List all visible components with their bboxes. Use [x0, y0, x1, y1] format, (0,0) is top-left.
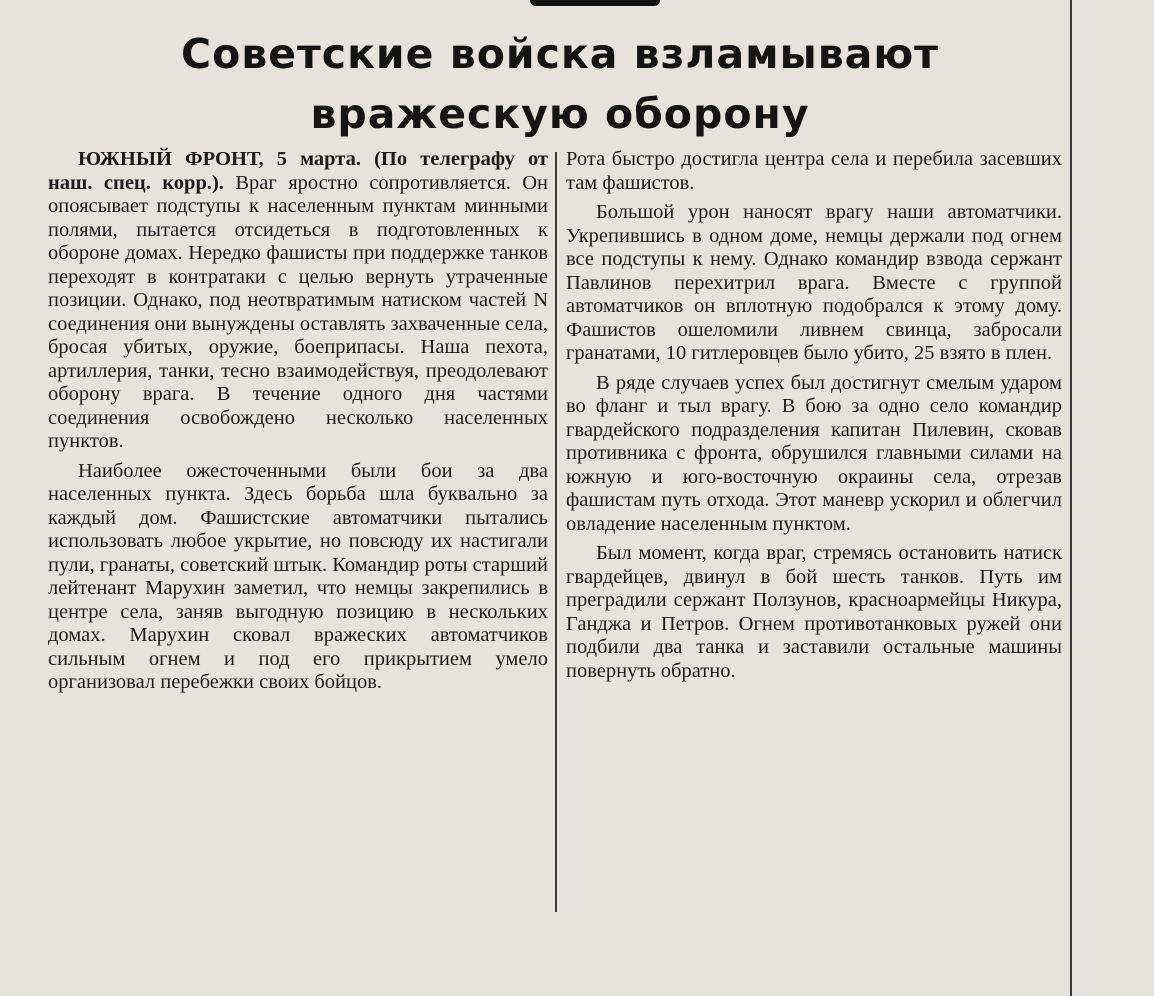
article-paragraph: Большой урон наносят врагу наши автоматчики. Укрепившись в одном доме, немцы держали под огнем все подступы к нему. Однако командир взвода сержант Павлинов перехитрил врага. Вместе с группой автоматчиков он вплотную подобрался к этому дому. Фашистов ошеломили ливнем свинца, забросали гранатами, 10 гитлеровцев было убито, 25 взято в плен. — [566, 201, 1062, 364]
article-paragraph — [48, 148, 548, 454]
dateline: ЮЖНЫЙ ФРОНТ, 5 марта. (По телеграфу от наш. спец. корр.). — [48, 148, 548, 194]
headline-line-1: Советские войска взламывают — [181, 30, 939, 78]
top-decoration-bar — [530, 0, 660, 6]
headline-line-2: вражескую оборону — [310, 90, 810, 138]
article-paragraph: Рота быстро достигла центра села и перебила засевших там фашистов. — [566, 148, 1062, 194]
article-column-1 — [48, 148, 548, 695]
article-column-2 — [566, 148, 1062, 683]
column-divider-right — [1070, 0, 1072, 996]
paragraph-text: Враг яростно сопротивляется. Он опоясывает подступы к населенным пунктам минными полями, пытается отсидеться в подготовленных к обороне домах. Нередко фашисты при поддержке танков переходят в контратаки с целью вернуть утраченные позиции. Однако, под неотвратимым натиском частей N соединения они вынуждены оставлять захваченные села, бросая убитых, оружие, боеприпасы. Наша пехота, артиллерия, танки, тесно взаимодействуя, преодолевают оборону врага. В течение одного дня частями соединения освобождено несколько населенных пунктов. — [48, 171, 549, 452]
article-paragraph: Был момент, когда враг, стремясь остановить натиск гвардейцев, двинул в бой шесть танков. Путь им преградили сержант Ползунов, красноармейцы Никура, Ганджа и Петров. Огнем противотанковых ружей они подбили два танка и заставили остальные машины повернуть обратно. — [566, 542, 1062, 682]
column-divider — [555, 152, 557, 912]
article-paragraph: В ряде случаев успех был достигнут смелым ударом во фланг и тыл врагу. В бою за одно село командир гвардейского подразделения капитан Пилевин, сковав противника с фронта, обрушился главными силами на южную и юго-восточную окраины села, отрезав фашистам путь отхода. Этот маневр ускорил и облегчил овладение населенным пунктом. — [566, 371, 1062, 535]
article-paragraph: Наиболее ожесточенными были бои за два населенных пункта. Здесь борьба шла буквально за каждый дом. Фашистские автоматчики пытались использовать любое укрытие, но повсюду их настигали пули, гранаты, советский штык. Командир роты старший лейтенант Марухин заметил, что немцы закрепились в центре села, заняв выгодную позицию в нескольких домах. Марухин сковал вражеских автоматчиков сильным огнем и под его прикрытием умело организовал перебежки своих бойцов. — [48, 459, 548, 693]
